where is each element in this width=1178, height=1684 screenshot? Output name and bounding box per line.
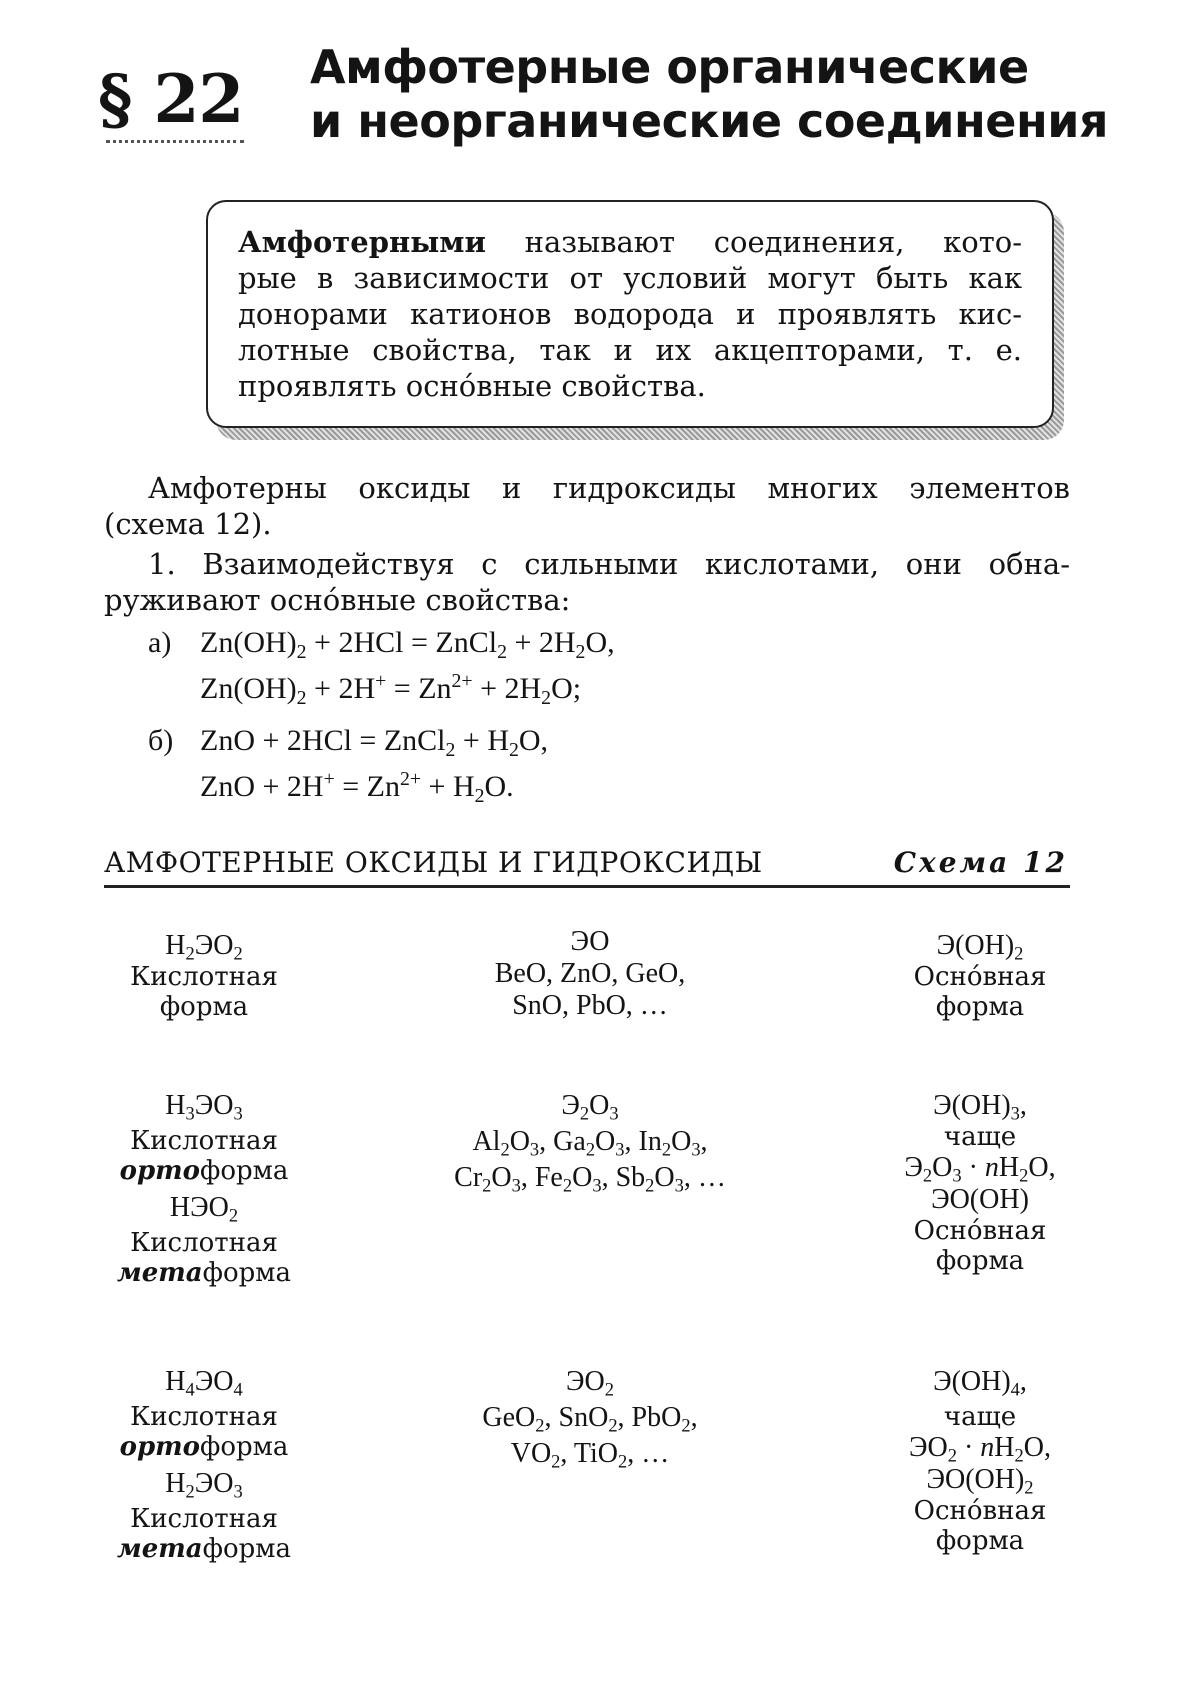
row2-base-formula: $Э(OH)_3$, xyxy=(933,1090,1027,1124)
row1-oxide-cell xyxy=(390,926,790,1022)
row1-base-desc-2: форма xyxy=(935,992,1025,1022)
row2-meta-suffix: форма xyxy=(202,1258,291,1288)
scheme-title: АМФОТЕРНЫЕ ОКСИДЫ И ГИДРОКСИДЫ xyxy=(104,846,763,879)
row3-acid-formula-meta: $H_2ЭO_3$ xyxy=(165,1468,243,1502)
equation-label-a: а) xyxy=(148,626,172,659)
definition-box xyxy=(206,200,1054,428)
row3-base-formula: $Э(OH)_4$, xyxy=(933,1366,1027,1400)
row1-acid-desc-1: Кислотная xyxy=(130,962,278,992)
row1-oxide-list-2: SnO, PbO, … xyxy=(512,990,668,1021)
row3-acid-cell xyxy=(104,1366,304,1564)
row2-base-hydrate: $Э_2O_3 \cdot nH_2O$, xyxy=(904,1152,1056,1186)
row2-acid-desc-2: Кислотная xyxy=(130,1228,278,1258)
row2-oxide-type: $Э_2O_3$ xyxy=(561,1090,619,1124)
row2-base-desc-1: Осно́вная xyxy=(913,1216,1047,1246)
definition-line-4: лотные свойства, так и их акцепторами, т. е. xyxy=(238,333,1022,367)
row1-acid-formula: $H_2ЭO_2$ xyxy=(165,930,243,964)
definition-line-5: проявлять осно́вные свойства. xyxy=(238,369,706,403)
row3-oxide-list-1: GeO$_2$, SnO$_2$, PbO$_2$, xyxy=(482,1402,698,1436)
equation-b-1: ZnO + 2HCl = ZnCl$_2$ + $H_2O$, xyxy=(200,724,549,761)
equation-b-2: ZnO + $2H^+ = Zn^{2+} + H_2O$. xyxy=(200,768,514,807)
row2-base-desc-2: форма xyxy=(935,1246,1025,1276)
equation-label-b: б) xyxy=(148,724,174,757)
paragraph-1-line-2: (схема 12). xyxy=(104,507,272,541)
row3-ortho-prefix: орто xyxy=(119,1432,200,1462)
row3-oxide-cell xyxy=(390,1366,790,1470)
definition-line-1-text: называют соединения, кото- xyxy=(524,225,1022,259)
row3-acid-desc-1: Кислотная xyxy=(130,1402,278,1432)
row3-base-hydrate: $ЭO_2 \cdot nH_2O$, xyxy=(909,1432,1051,1466)
row1-acid-cell xyxy=(104,930,304,1022)
row3-orthoform xyxy=(104,1432,304,1462)
paragraph-2-line-1: 1. Взаимодействуя с сильными кислотами, они обна- xyxy=(148,547,1070,581)
row2-ortho-suffix: форма xyxy=(200,1156,289,1186)
row2-oxide-cell xyxy=(390,1090,790,1194)
row2-base-cell xyxy=(870,1090,1090,1276)
row1-oxide-list-1: BeO, ZnO, GeO, xyxy=(494,958,686,989)
row2-ortho-prefix: орто xyxy=(119,1156,200,1186)
row2-oxide-list-2: $Cr_2O_3$, $Fe_2O_3$, $Sb_2O_3$, … xyxy=(454,1162,726,1196)
title-line-2: и неорганические соединения xyxy=(310,94,1109,148)
scheme-label: Схема 12 xyxy=(893,846,1068,879)
row1-oxide-type: ЭО xyxy=(570,926,610,957)
row3-metaform xyxy=(104,1534,304,1564)
row2-metaform xyxy=(104,1258,304,1288)
row2-oxide-list-1: $Al_2O_3$, $Ga_2O_3$, $In_2O_3$, xyxy=(472,1126,708,1160)
row2-acid-formula-ortho: $H_3ЭO_3$ xyxy=(165,1090,243,1124)
row3-acid-formula-ortho: $H_4ЭO_4$ xyxy=(165,1366,243,1400)
row3-ortho-suffix: форма xyxy=(200,1432,289,1462)
row2-meta-prefix: мета xyxy=(117,1258,203,1288)
row3-oxide-list-2: $VO_2$, TiO$_2$, … xyxy=(510,1438,670,1472)
row3-acid-desc-2: Кислотная xyxy=(130,1504,278,1534)
row2-acid-formula-meta: $HЭO_2$ xyxy=(169,1192,239,1226)
equation-a-2: $Zn(OH)_2 + 2H^+ = Zn^{2+} + 2H_2O$; xyxy=(200,670,582,709)
row3-oxide-type: $ЭO_2$ xyxy=(566,1366,614,1400)
row2-acid-desc-1: Кислотная xyxy=(130,1126,278,1156)
row2-base-metahydroxide: ЭO(OH) xyxy=(931,1184,1029,1215)
paragraph-1-line-1: Амфотерны оксиды и гидроксиды многих элементов xyxy=(148,471,1070,505)
equation-a-1: $Zn(OH)_2 + 2HCl$ = ZnCl$_2$ + $2H_2O$, xyxy=(200,626,615,663)
title-line-1: Амфотерные органические xyxy=(310,40,1029,94)
row1-acid-desc-2: форма xyxy=(159,992,249,1022)
section-number-underline xyxy=(106,140,244,143)
row3-meta-prefix: мета xyxy=(117,1534,203,1564)
row2-base-often: чаще xyxy=(943,1122,1017,1152)
section-number: § 22 xyxy=(98,60,244,138)
row1-base-formula: $Э(OH)_2$ xyxy=(936,930,1024,964)
definition-term: Амфотерными xyxy=(238,225,487,259)
definition-line-1 xyxy=(238,224,1022,260)
paragraph-2-line-2: руживают осно́вные свойства: xyxy=(104,583,571,617)
row3-base-desc-1: Осно́вная xyxy=(913,1496,1047,1526)
row2-orthoform xyxy=(104,1156,304,1186)
row3-base-desc-2: форма xyxy=(935,1526,1025,1556)
scheme-header xyxy=(104,846,1070,888)
row3-base-cell xyxy=(870,1366,1090,1556)
row3-base-often: чаще xyxy=(943,1402,1017,1432)
row1-base-cell xyxy=(870,930,1090,1022)
definition-line-3: донорами катионов водорода и проявлять кис- xyxy=(238,297,1022,331)
row3-meta-suffix: форма xyxy=(202,1534,291,1564)
row3-base-metahydroxide: $ЭO(OH)_2$ xyxy=(926,1464,1034,1498)
definition-line-2: рые в зависимости от условий могут быть как xyxy=(238,261,1022,295)
page-title xyxy=(310,40,1110,148)
row2-acid-cell xyxy=(104,1090,304,1288)
row1-base-desc-1: Осно́вная xyxy=(913,962,1047,992)
